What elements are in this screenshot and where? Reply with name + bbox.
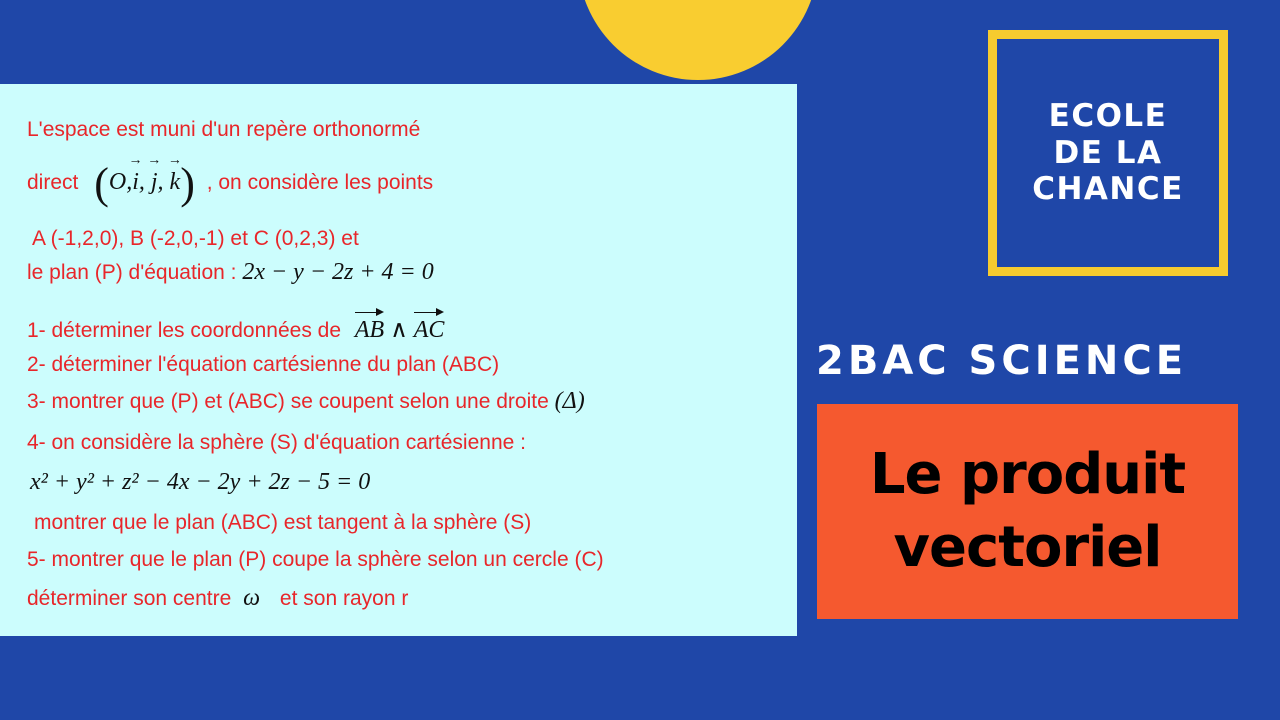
exercise-line-2: direct (O,→ i, → j, → k) , on considère les points — [27, 162, 433, 206]
decorative-sun-circle — [578, 0, 818, 80]
question-4-sub: montrer que le plan (ABC) est tangent à la sphère (S) — [34, 511, 532, 534]
frame-notation: O,→ i, → j, → k — [109, 169, 180, 195]
omega-symbol: ω — [243, 585, 261, 611]
exercise-line-1: L'espace est muni d'un repère orthonormé — [27, 118, 421, 141]
cross-product: AB ∧ AC — [354, 317, 445, 343]
question-1: 1- déterminer les coordonnées de AB ∧ AC — [27, 317, 445, 343]
lesson-title: Le produit vectoriel — [869, 441, 1186, 580]
direct-label: direct — [27, 171, 79, 194]
exercise-line-3: A (-1,2,0), B (-2,0,-1) et C (0,2,3) et — [32, 227, 359, 250]
question-2: 2- déterminer l'équation cartésienne du plan (ABC) — [27, 353, 500, 376]
points-intro: , on considère les points — [206, 171, 434, 194]
exercise-line-4: le plan (P) d'équation : 2x − y − 2z + 4 = 0 — [27, 259, 434, 285]
question-3: 3- montrer que (P) et (ABC) se coupent selon une droite (Δ) — [27, 388, 585, 414]
question-5-sub: déterminer son centre ω et son rayon r — [27, 585, 409, 611]
school-name: ECOLE DE LA CHANCE — [1032, 98, 1184, 208]
sphere-equation: x² + y² + z² − 4x − 2y + 2z − 5 = 0 — [30, 469, 371, 495]
question-5: 5- montrer que le plan (P) coupe la sphère selon un cercle (C) — [27, 548, 604, 571]
school-name-box — [988, 30, 1228, 276]
line-delta: (Δ) — [554, 388, 585, 414]
exercise-panel — [0, 84, 797, 636]
plane-equation: 2x − y − 2z + 4 = 0 — [242, 259, 434, 285]
question-4: 4- on considère la sphère (S) d'équation cartésienne : — [27, 431, 526, 454]
level-label: 2BAC SCIENCE — [816, 338, 1188, 384]
lesson-title-box — [817, 404, 1238, 619]
